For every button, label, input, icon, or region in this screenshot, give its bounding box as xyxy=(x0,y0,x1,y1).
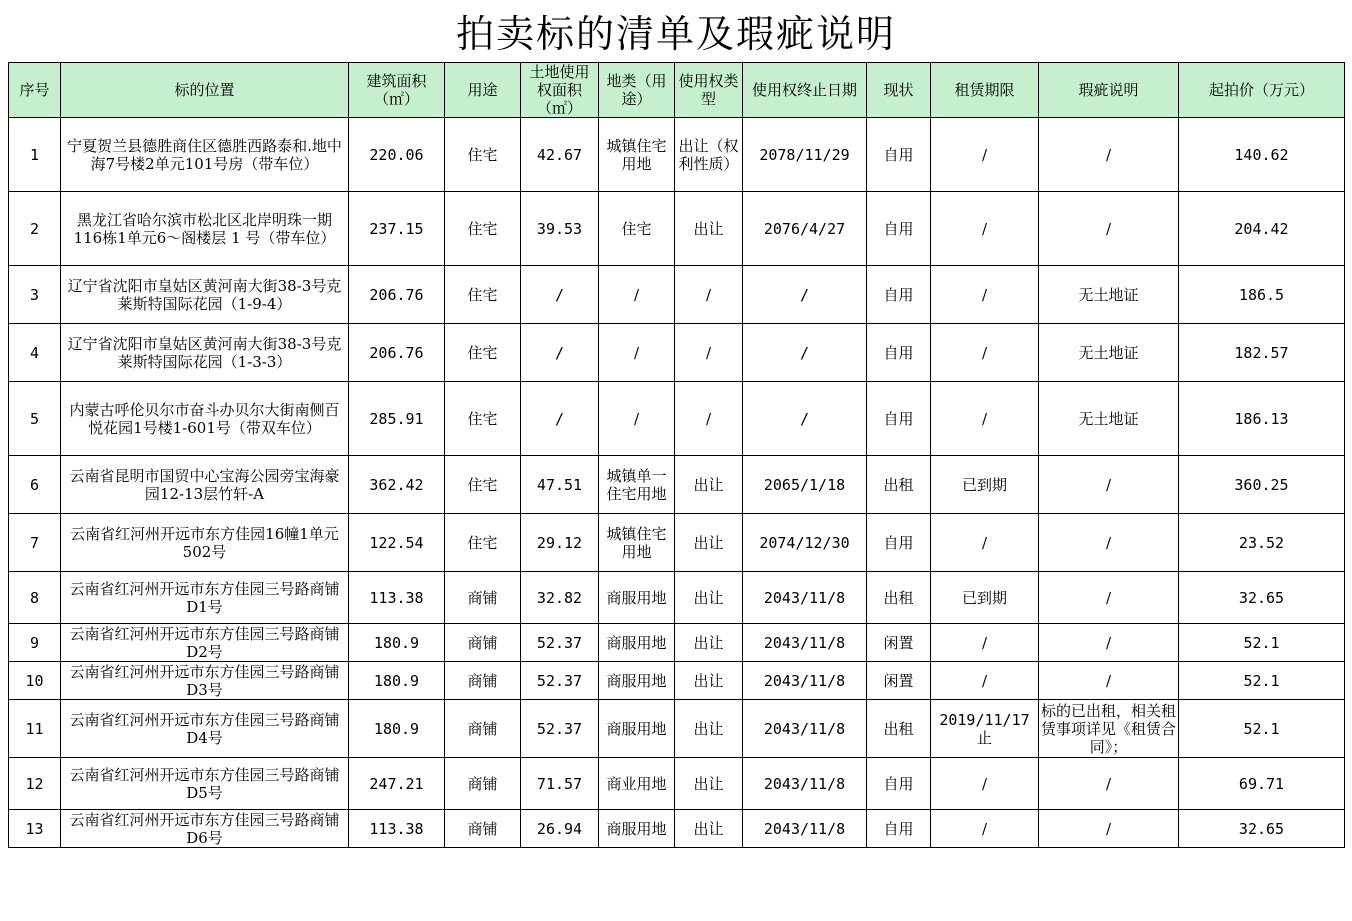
cell-end-date: 2043/11/8 xyxy=(743,572,867,624)
cell-area: 180.9 xyxy=(349,624,445,662)
cell-seq: 5 xyxy=(9,382,61,456)
header-location: 标的位置 xyxy=(61,63,349,118)
cell-use: 住宅 xyxy=(445,382,521,456)
table-row xyxy=(9,810,1345,848)
cell-price: 204.42 xyxy=(1179,192,1345,266)
cell-area: 122.54 xyxy=(349,514,445,572)
cell-location: 云南省红河州开远市东方佳园三号路商铺D1号 xyxy=(61,572,349,624)
header-right-type: 使用权类型 xyxy=(675,63,743,118)
cell-land-area: / xyxy=(521,382,599,456)
cell-use: 商铺 xyxy=(445,700,521,758)
cell-right-type: 出让 xyxy=(675,456,743,514)
cell-right-type: / xyxy=(675,324,743,382)
cell-land-type: 商服用地 xyxy=(599,572,675,624)
cell-status: 自用 xyxy=(867,266,931,324)
cell-end-date: 2065/1/18 xyxy=(743,456,867,514)
cell-location: 云南省红河州开远市东方佳园16幢1单元502号 xyxy=(61,514,349,572)
cell-seq: 12 xyxy=(9,758,61,810)
cell-area: 180.9 xyxy=(349,662,445,700)
cell-end-date: 2043/11/8 xyxy=(743,700,867,758)
cell-price: 69.71 xyxy=(1179,758,1345,810)
cell-land-type: 城镇住宅用地 xyxy=(599,118,675,192)
cell-end-date: 2043/11/8 xyxy=(743,662,867,700)
cell-defect: / xyxy=(1039,662,1179,700)
cell-defect: / xyxy=(1039,192,1179,266)
cell-use: 住宅 xyxy=(445,514,521,572)
cell-status: 自用 xyxy=(867,758,931,810)
cell-defect: 无土地证 xyxy=(1039,324,1179,382)
cell-land-type: / xyxy=(599,382,675,456)
cell-defect: 无土地证 xyxy=(1039,382,1179,456)
cell-status: 自用 xyxy=(867,324,931,382)
cell-land-type: 商业用地 xyxy=(599,758,675,810)
cell-location: 辽宁省沈阳市皇姑区黄河南大街38-3号克莱斯特国际花园（1-9-4） xyxy=(61,266,349,324)
cell-use: 商铺 xyxy=(445,572,521,624)
cell-end-date: / xyxy=(743,266,867,324)
cell-land-type: / xyxy=(599,266,675,324)
table-row xyxy=(9,266,1345,324)
header-land-type: 地类（用途） xyxy=(599,63,675,118)
cell-price: 186.13 xyxy=(1179,382,1345,456)
cell-right-type: 出让 xyxy=(675,572,743,624)
cell-seq: 8 xyxy=(9,572,61,624)
table-row xyxy=(9,382,1345,456)
cell-end-date: 2074/12/30 xyxy=(743,514,867,572)
cell-right-type: 出让 xyxy=(675,758,743,810)
cell-use: 商铺 xyxy=(445,624,521,662)
cell-price: 182.57 xyxy=(1179,324,1345,382)
cell-right-type: 出让 xyxy=(675,624,743,662)
cell-lease: / xyxy=(931,624,1039,662)
cell-seq: 10 xyxy=(9,662,61,700)
cell-land-area: 52.37 xyxy=(521,624,599,662)
cell-location: 云南省红河州开远市东方佳园三号路商铺D5号 xyxy=(61,758,349,810)
cell-status: 闲置 xyxy=(867,624,931,662)
cell-land-type: 商服用地 xyxy=(599,700,675,758)
cell-lease: / xyxy=(931,382,1039,456)
cell-land-area: 47.51 xyxy=(521,456,599,514)
cell-end-date: 2043/11/8 xyxy=(743,758,867,810)
cell-lease: / xyxy=(931,514,1039,572)
cell-area: 113.38 xyxy=(349,572,445,624)
cell-land-type: 商服用地 xyxy=(599,662,675,700)
cell-area: 180.9 xyxy=(349,700,445,758)
cell-land-area: 29.12 xyxy=(521,514,599,572)
cell-lease: / xyxy=(931,758,1039,810)
cell-area: 285.91 xyxy=(349,382,445,456)
cell-right-type: 出让 xyxy=(675,700,743,758)
cell-land-area: 42.67 xyxy=(521,118,599,192)
header-defect: 瑕疵说明 xyxy=(1039,63,1179,118)
cell-status: 出租 xyxy=(867,700,931,758)
cell-land-type: 商服用地 xyxy=(599,810,675,848)
cell-end-date: 2043/11/8 xyxy=(743,624,867,662)
cell-land-area: 52.37 xyxy=(521,700,599,758)
cell-area: 206.76 xyxy=(349,266,445,324)
cell-lease: 2019/11/17止 xyxy=(931,700,1039,758)
cell-right-type: / xyxy=(675,266,743,324)
header-land-area: 土地使用权面积（㎡） xyxy=(521,63,599,118)
cell-price: 186.5 xyxy=(1179,266,1345,324)
cell-land-area: 52.37 xyxy=(521,662,599,700)
cell-location: 宁夏贺兰县德胜商住区德胜西路泰和.地中海7号楼2单元101号房（带车位） xyxy=(61,118,349,192)
cell-price: 52.1 xyxy=(1179,624,1345,662)
table-row xyxy=(9,572,1345,624)
cell-area: 206.76 xyxy=(349,324,445,382)
cell-land-area: 71.57 xyxy=(521,758,599,810)
cell-location: 云南省昆明市国贸中心宝海公园旁宝海豪园12-13层竹轩-A xyxy=(61,456,349,514)
header-use: 用途 xyxy=(445,63,521,118)
cell-area: 247.21 xyxy=(349,758,445,810)
cell-location: 黑龙江省哈尔滨市松北区北岸明珠一期116栋1单元6～阁楼层 1 号（带车位） xyxy=(61,192,349,266)
table-row xyxy=(9,456,1345,514)
cell-area: 220.06 xyxy=(349,118,445,192)
cell-status: 出租 xyxy=(867,456,931,514)
table-row xyxy=(9,324,1345,382)
cell-land-area: 39.53 xyxy=(521,192,599,266)
table-row xyxy=(9,758,1345,810)
cell-status: 闲置 xyxy=(867,662,931,700)
cell-lease: / xyxy=(931,192,1039,266)
cell-right-type: 出让 xyxy=(675,514,743,572)
cell-price: 52.1 xyxy=(1179,662,1345,700)
cell-use: 住宅 xyxy=(445,266,521,324)
cell-use: 住宅 xyxy=(445,118,521,192)
cell-seq: 2 xyxy=(9,192,61,266)
cell-seq: 6 xyxy=(9,456,61,514)
cell-use: 住宅 xyxy=(445,192,521,266)
cell-seq: 3 xyxy=(9,266,61,324)
cell-land-area: 26.94 xyxy=(521,810,599,848)
cell-defect: 标的已出租，相关租赁事项详见《租赁合同》； xyxy=(1039,700,1179,758)
cell-price: 23.52 xyxy=(1179,514,1345,572)
cell-land-type: 城镇单一住宅用地 xyxy=(599,456,675,514)
cell-seq: 13 xyxy=(9,810,61,848)
cell-defect: 无土地证 xyxy=(1039,266,1179,324)
cell-land-type: / xyxy=(599,324,675,382)
header-lease: 租赁期限 xyxy=(931,63,1039,118)
cell-status: 自用 xyxy=(867,192,931,266)
cell-land-area: 32.82 xyxy=(521,572,599,624)
cell-end-date: / xyxy=(743,382,867,456)
table-header-row xyxy=(9,63,1345,118)
cell-land-type: 商服用地 xyxy=(599,624,675,662)
cell-right-type: 出让 xyxy=(675,192,743,266)
cell-land-area: / xyxy=(521,266,599,324)
cell-area: 362.42 xyxy=(349,456,445,514)
table-row xyxy=(9,192,1345,266)
cell-lease: / xyxy=(931,324,1039,382)
cell-defect: / xyxy=(1039,624,1179,662)
cell-location: 云南省红河州开远市东方佳园三号路商铺D3号 xyxy=(61,662,349,700)
header-price: 起拍价（万元） xyxy=(1179,63,1345,118)
cell-lease: / xyxy=(931,810,1039,848)
cell-land-area: / xyxy=(521,324,599,382)
cell-lease: 已到期 xyxy=(931,456,1039,514)
header-end-date: 使用权终止日期 xyxy=(743,63,867,118)
cell-end-date: 2078/11/29 xyxy=(743,118,867,192)
cell-status: 出租 xyxy=(867,572,931,624)
cell-status: 自用 xyxy=(867,118,931,192)
cell-use: 住宅 xyxy=(445,456,521,514)
cell-price: 360.25 xyxy=(1179,456,1345,514)
cell-seq: 9 xyxy=(9,624,61,662)
cell-right-type: 出让（权利性质） xyxy=(675,118,743,192)
cell-lease: / xyxy=(931,118,1039,192)
cell-status: 自用 xyxy=(867,810,931,848)
cell-right-type: 出让 xyxy=(675,662,743,700)
document-title: 拍卖标的清单及瑕疵说明 xyxy=(455,12,896,56)
table-row xyxy=(9,700,1345,758)
cell-seq: 7 xyxy=(9,514,61,572)
cell-seq: 1 xyxy=(9,118,61,192)
cell-location: 云南省红河州开远市东方佳园三号路商铺D2号 xyxy=(61,624,349,662)
cell-defect: / xyxy=(1039,572,1179,624)
cell-use: 商铺 xyxy=(445,758,521,810)
cell-land-type: 住宅 xyxy=(599,192,675,266)
cell-defect: / xyxy=(1039,118,1179,192)
cell-end-date: 2043/11/8 xyxy=(743,810,867,848)
table-row xyxy=(9,514,1345,572)
table-row xyxy=(9,624,1345,662)
cell-area: 237.15 xyxy=(349,192,445,266)
cell-price: 52.1 xyxy=(1179,700,1345,758)
cell-location: 云南省红河州开远市东方佳园三号路商铺D6号 xyxy=(61,810,349,848)
cell-seq: 11 xyxy=(9,700,61,758)
cell-end-date: / xyxy=(743,324,867,382)
cell-defect: / xyxy=(1039,810,1179,848)
cell-end-date: 2076/4/27 xyxy=(743,192,867,266)
cell-seq: 4 xyxy=(9,324,61,382)
cell-status: 自用 xyxy=(867,514,931,572)
cell-defect: / xyxy=(1039,514,1179,572)
cell-right-type: / xyxy=(675,382,743,456)
cell-price: 32.65 xyxy=(1179,810,1345,848)
header-area: 建筑面积（㎡） xyxy=(349,63,445,118)
cell-right-type: 出让 xyxy=(675,810,743,848)
cell-lease: / xyxy=(931,662,1039,700)
cell-price: 32.65 xyxy=(1179,572,1345,624)
auction-table xyxy=(8,62,1345,848)
cell-defect: / xyxy=(1039,456,1179,514)
header-status: 现状 xyxy=(867,63,931,118)
cell-price: 140.62 xyxy=(1179,118,1345,192)
cell-defect: / xyxy=(1039,758,1179,810)
cell-use: 商铺 xyxy=(445,810,521,848)
cell-location: 云南省红河州开远市东方佳园三号路商铺D4号 xyxy=(61,700,349,758)
cell-lease: 已到期 xyxy=(931,572,1039,624)
cell-status: 自用 xyxy=(867,382,931,456)
cell-use: 商铺 xyxy=(445,662,521,700)
cell-area: 113.38 xyxy=(349,810,445,848)
cell-location: 内蒙古呼伦贝尔市奋斗办贝尔大街南侧百悦花园1号楼1-601号（带双车位） xyxy=(61,382,349,456)
cell-location: 辽宁省沈阳市皇姑区黄河南大街38-3号克莱斯特国际花园（1-3-3） xyxy=(61,324,349,382)
cell-use: 住宅 xyxy=(445,324,521,382)
cell-lease: / xyxy=(931,266,1039,324)
table-row xyxy=(9,662,1345,700)
header-seq: 序号 xyxy=(9,63,61,118)
table-row xyxy=(9,118,1345,192)
cell-land-type: 城镇住宅用地 xyxy=(599,514,675,572)
